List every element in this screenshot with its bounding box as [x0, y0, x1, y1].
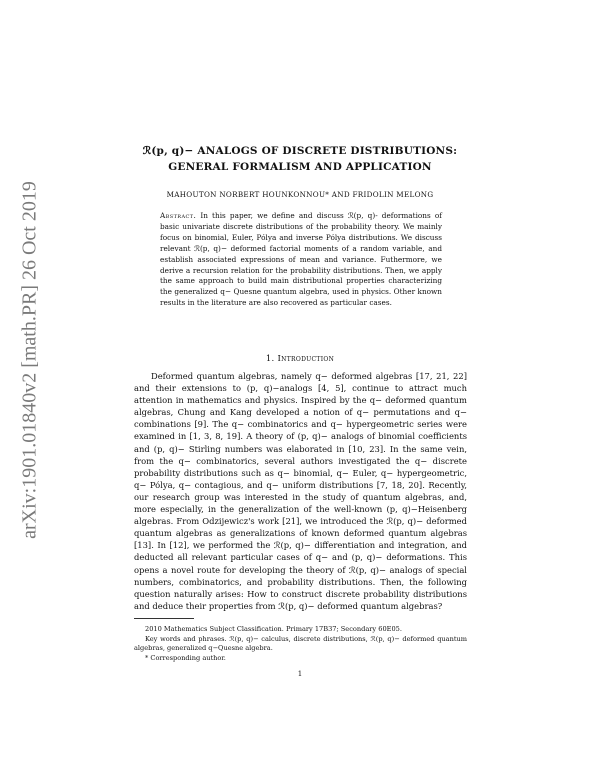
- footnote-msc: 2010 Mathematics Subject Classification. Primary 17B37; Secondary 60E05.: [145, 625, 402, 633]
- footnotes: [134, 625, 467, 663]
- footnote-keywords: Key words and phrases. ℛ(p, q)− calculus, discrete distributions, ℛ(p, q)− deformed quantum algebras, generalized q−Quesne algebra.: [134, 634, 467, 653]
- arxiv-identifier-text: arXiv:1901.01840v2 [math.PR] 26 Oct 2019: [18, 181, 41, 539]
- footnote-divider: [134, 618, 194, 619]
- introduction-body: [134, 370, 467, 612]
- introduction-paragraph: Deformed quantum algebras, namely q− deformed algebras [17, 21, 22] and their extensions to (p, q)−analogs [4, 5], continue to attract much attention in mathematics and physics. Inspired by the q− deformed quantum algebras, Chung and Kang developed a notion of q− permutations and q− combinations [9]. The q− combinatorics and q− hypergeometric series were examined in [1, 3, 8, 19]. A theory of (p, q)− analogs of binomial coefficients and (p, q)− Stirling numbers was elaborated in [10, 23]. In the same vein, from the q− combinatorics, several authors investigated the q− discrete probability distributions such as q− binomial, q− Euler, q− hypergeometric, q− Pólya, q− contagious, and q− uniform distributions [7, 18, 20]. Recently, our research group was interested in the study of quantum algebras, and, more especially, in the generalization of the well-known (p, q)−Heisenberg algebras. From Odzijewicz's work [21], we introduced the ℛ(p, q)− deformed quantum algebras as generalizations of known deformed quantum algebras [13]. In [12], we performed the ℛ(p, q)− differentiation and integration, and deducted all relevant particular cases of q− and (p, q)− deformations. This opens a novel route for developing the theory of ℛ(p, q)− analogs of special numbers, combinatorics, and probability distributions. Then, the following question naturally arises: How to construct discrete probability distributions and deduce their properties from ℛ(p, q)− deformed quantum algebras?: [134, 371, 467, 611]
- abstract: [160, 211, 442, 309]
- section-heading-introduction: 1. Introduction: [265, 354, 335, 364]
- abstract-text: In this paper, we define and discuss ℛ(p, q)- deformations of basic univariate discrete distributions of the probability theory. We mainly focus on binomial, Euler, Pólya and inverse Pólya distributions. We discuss relevant ℛ(p, q)− deformed factorial moments of a random variable, and establish associated expressions of mean and variance. Futhermore, we derive a recursion relation for the probability distributions. Then, we apply the same approach to build main distributional properties characterizing the generalized q− Quesne quantum algebra, used in physics. Other known results in the literature are also recovered as particular cases.: [160, 211, 442, 308]
- paper-title: ℛ(p, q)− ANALOGS OF DISCRETE DISTRIBUTIONS: GENERAL FORMALISM AND APPLICATION: [142, 145, 458, 173]
- arxiv-identifier-stamp: [2, 130, 58, 590]
- footnote-corresponding-author: * Corresponding author.: [145, 653, 226, 662]
- abstract-label: Abstract.: [160, 211, 197, 220]
- paper-authors: MAHOUTON NORBERT HOUNKONNOU* AND FRIDOLIN MELONG: [166, 190, 434, 199]
- page-number: 1: [297, 670, 303, 678]
